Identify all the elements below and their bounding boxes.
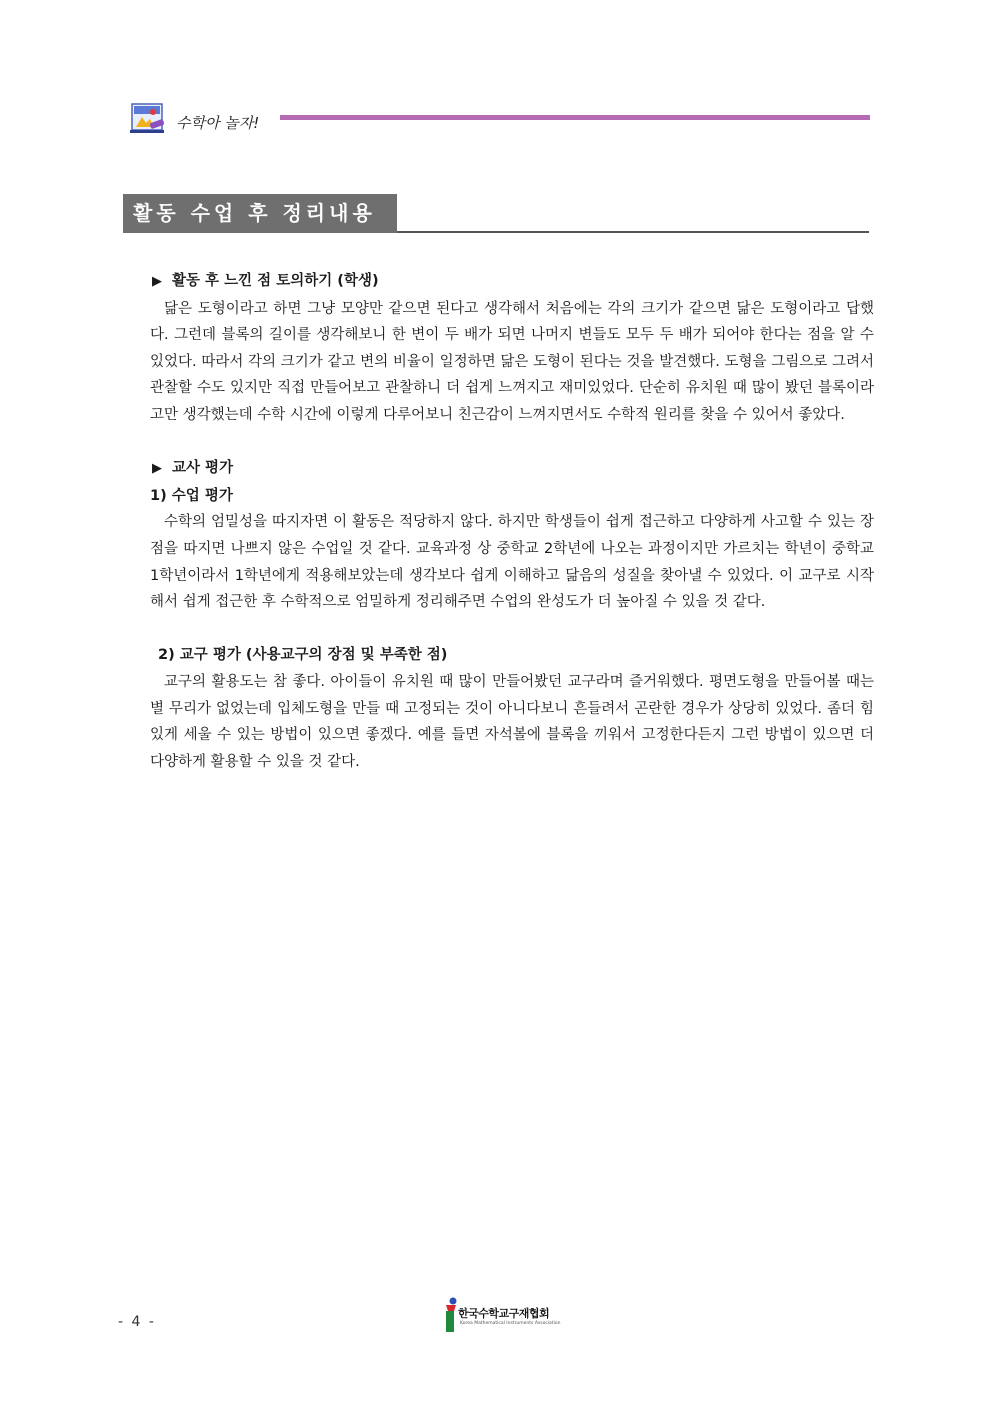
tool-evaluation-paragraph: 교구의 활용도는 참 좋다. 아이들이 유치원 때 많이 만들어봤던 교구라며 즐거워했다. 평면도형을 만들어볼 때는 별 무리가 없었는데 입체도형을 만들 때 고정되는 것이 아니다보니 흔들려서 곤란한 경우가 상당히 있었다. 좀더 힘있게 세울 수 있는 방법이 있으면 좋겠다. 예를 들면 자석볼에 블록을 끼워서 고정한다든지 그런 방법이 있으면 더 다양하게 활용할 수 있을 것 같다. bbox=[150, 673, 874, 770]
tool-evaluation-heading: 2) 교구 평가 (사용교구의 장점 및 부족한 점) bbox=[158, 647, 448, 664]
discussion-paragraph: 닮은 도형이라고 하면 그냥 모양만 같으면 된다고 생각해서 처음에는 각의 크기가 같으면 닮은 도형이라고 답했다. 그런데 블록의 길이를 생각해보니 한 변이 두 배가 되면 나머지 변들도 모두 두 배가 되어야 한다는 점을 알 수 있었다. 따라서 각의 크기가 같고 변의 비율이 일정하면 닮은 도형이 된다는 것을 발견했다. 도형을 그림으로 그려서 관찰할 수도 있지만 직접 만들어보고 관찰하니 더 쉽게 느껴지고 재미있었다. 단순히 유치원 때 많이 봤던 블록이라고만 생각했는데 수학 시간에 이렇게 다루어보니 친근감이 느껴지면서도 수학적 원리를 찾을 수 있어서 좋았다. bbox=[150, 300, 874, 423]
discussion-heading-text: 활동 후 느낀 점 토의하기 (학생) bbox=[172, 273, 379, 289]
association-logo-icon bbox=[444, 1297, 458, 1333]
section-title: 활동 수업 후 정리내용 bbox=[123, 194, 397, 233]
lesson-evaluation-heading: 1) 수업 평가 bbox=[150, 487, 233, 504]
page-header bbox=[130, 100, 870, 140]
bullet-arrow-icon: ▶ bbox=[152, 274, 162, 289]
math-play-logo-icon bbox=[130, 103, 166, 135]
association-name: 한국수학교구재협회 bbox=[458, 1307, 550, 1320]
spacer bbox=[150, 616, 874, 643]
header-rule bbox=[280, 115, 870, 120]
spacer bbox=[150, 429, 874, 456]
header-title: 수학아 놀자! bbox=[176, 114, 260, 132]
association-subtitle: Korea Mathematical Instruments Association bbox=[460, 1321, 561, 1326]
page-number: - 4 - bbox=[118, 1314, 156, 1330]
evaluation-heading-text: 교사 평가 bbox=[172, 460, 234, 477]
page-content bbox=[150, 268, 874, 775]
footer-logo bbox=[444, 1297, 564, 1333]
bullet-arrow-icon: ▶ bbox=[152, 461, 162, 477]
lesson-evaluation-paragraph: 수학의 엄밀성을 따지자면 이 활동은 적당하지 않다. 하지만 학생들이 쉽게 접근하고 다양하게 사고할 수 있는 장점을 따지면 나쁘지 않은 수업일 것 같다. 교육과정 상 중학교 2학년에 나오는 과정이지만 가르치는 학년이 중학교 1학년이라서 1학년에게 적용해보았는데 생각보다 쉽게 이해하고 닮음의 성질을 찾아낼 수 있었다. 이 교구로 시작해서 쉽게 접근한 후 수학적으로 엄밀하게 정리해주면 수업의 완성도가 더 높아질 수 있을 것 같다. bbox=[150, 514, 874, 611]
section-title-rule bbox=[397, 231, 869, 233]
evaluation-heading bbox=[150, 455, 874, 483]
discussion-heading bbox=[150, 268, 874, 296]
